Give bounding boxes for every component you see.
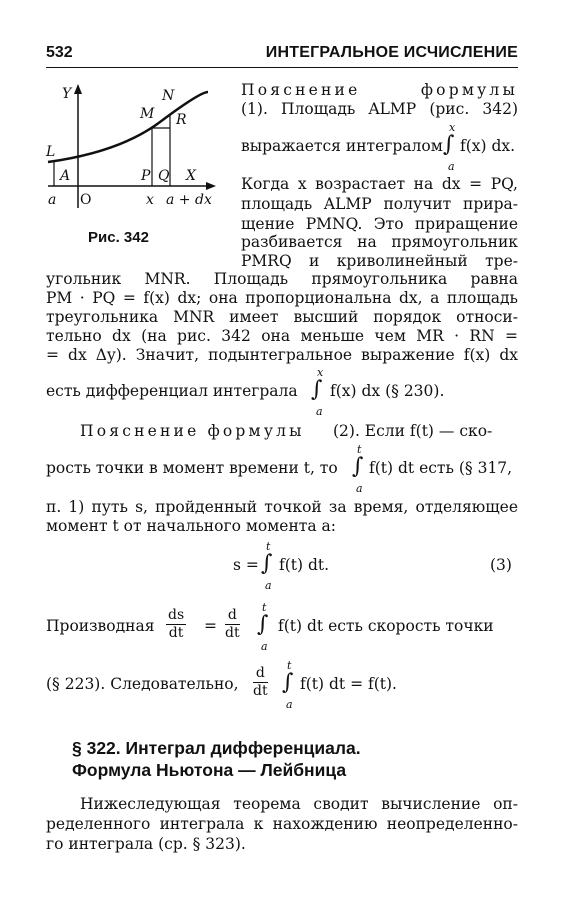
eq3-lhs: s = [233,556,259,574]
p3-fraction-d-dt [225,607,240,642]
p3-integral-text: f(t) dt есть скорость точки [278,617,494,635]
p4-frac-num: d [253,665,268,683]
p1-l14-integral-sign: ∫ [311,377,323,402]
section-title-line2: Формула Ньютона — Лейбница [72,760,347,780]
p1-line7: разбивается на прямоугольник [241,233,518,251]
p1-line3: выражается интегралом [241,137,443,155]
p1-line14a: есть дифференциал интеграла [46,382,298,400]
p1-line11: треугольника MNR имеет высший порядок относи- [46,308,518,326]
p4-integral-text: f(t) dt = f(t). [300,675,397,693]
p1-l14-lower: a [316,405,323,418]
p2-l2-upper: t [357,443,362,456]
p1-line12: тельно dx (на рис. 342 она меньше чем MR · RN = [46,327,518,345]
p3-integral-sign: ∫ [257,612,269,637]
p4-lower: a [286,698,293,711]
p3-upper: t [262,601,267,614]
p1-line14b: f(x) dx (§ 230). [330,382,445,400]
p1-int-lower: a [448,160,455,173]
p2-line3: п. 1) путь s, пройденный точкой за время, отделяющее [46,498,518,516]
p3-lower: a [261,640,268,653]
p1-line2: (1). Площадь ALMP (рис. 342) [241,100,518,118]
p4-prefix: (§ 223). Следовательно, [46,675,239,693]
label-M: M [140,106,155,122]
p1-line9: угольник MNR. Площадь прямоугольника равна [46,270,518,288]
eq3-number: (3) [490,556,512,574]
x-axis-arrow [206,182,216,190]
p3-fraction-ds-dt [166,607,186,642]
label-Y: Y [62,86,72,102]
p5-line3: го интеграла (ср. § 323). [46,835,246,853]
p5-line1: Нижеследующая теорема сводит вычисление оп- [80,795,518,813]
p3-equals: = [204,617,217,635]
p1-integrand: f(x) dx. [460,137,516,155]
p3-frac2-num: d [225,607,240,625]
page-header [46,44,518,66]
p2-l2-lower: a [356,482,363,495]
p1-line13: = dx Δy). Значит, подынтегральное выражение f(x) dx [46,346,518,364]
p1-line6: щение PMNQ. Это приращение [241,215,518,233]
p1-line5: площадь ALMP получит прира- [241,195,518,213]
eq3-upper: t [266,540,271,553]
label-P: P [141,168,151,184]
p3-frac2-den: dt [225,625,240,641]
p1-line8: PMRQ и криволинейный тре- [241,252,518,270]
p5-line2: ределенного интеграла к нахождению неопределенно- [46,815,518,833]
y-axis-arrow [74,84,82,94]
label-a-plus-dx: a + dx [166,192,212,208]
p2-l2-integral-sign: ∫ [352,454,364,479]
p2-line2a: рость точки в момент времени t, то [46,459,338,477]
p4-frac-den: dt [253,683,268,699]
label-x: x [146,192,154,208]
eq3-integral-sign: ∫ [261,551,273,576]
section-title-line1: § 322. Интеграл дифференциала. [72,738,361,758]
label-a: a [48,192,57,208]
header-rule [46,67,518,68]
label-X: X [186,168,196,184]
label-R: R [176,112,187,128]
p3-frac1-num: ds [168,607,185,623]
label-Q: Q [158,168,170,184]
p1-integral-sign: ∫ [443,132,455,157]
figure-caption: Рис. 342 [88,229,149,246]
eq3-lower: a [265,579,272,592]
p2-line2b: f(t) dt есть (§ 317, [369,459,513,477]
label-L: L [46,144,56,160]
p1-l14-upper: x [317,366,324,379]
running-title: ИНТЕГРАЛЬНОЕ ИСЧИСЛЕНИЕ [265,44,518,61]
p2-line4: момент t от начального момента a: [46,517,336,535]
label-N: N [162,88,175,104]
page-number: 532 [46,44,73,61]
p3-frac1-den: dt [168,625,184,641]
p2-line1b: (2). Если f(t) — ско- [333,422,493,440]
p2-line1a: Пояснение формулы [80,422,305,440]
p1-line4: Когда x возрастает на dx = PQ, [241,175,518,193]
p4-fraction-d-dt [253,665,268,700]
p4-upper: t [287,659,292,672]
label-A: A [60,168,71,184]
p1-line10: PM · PQ = f(x) dx; она пропорциональна dx, а площадь [46,289,518,307]
eq3-rhs: f(t) dt. [279,556,330,574]
p1-line1: Пояснение формулы [241,81,518,99]
p4-integral-sign: ∫ [282,670,294,695]
label-O: O [80,192,92,208]
p3-prefix: Производная [46,617,155,635]
figure-342 [40,80,240,220]
p1-int-upper: x [449,121,456,134]
